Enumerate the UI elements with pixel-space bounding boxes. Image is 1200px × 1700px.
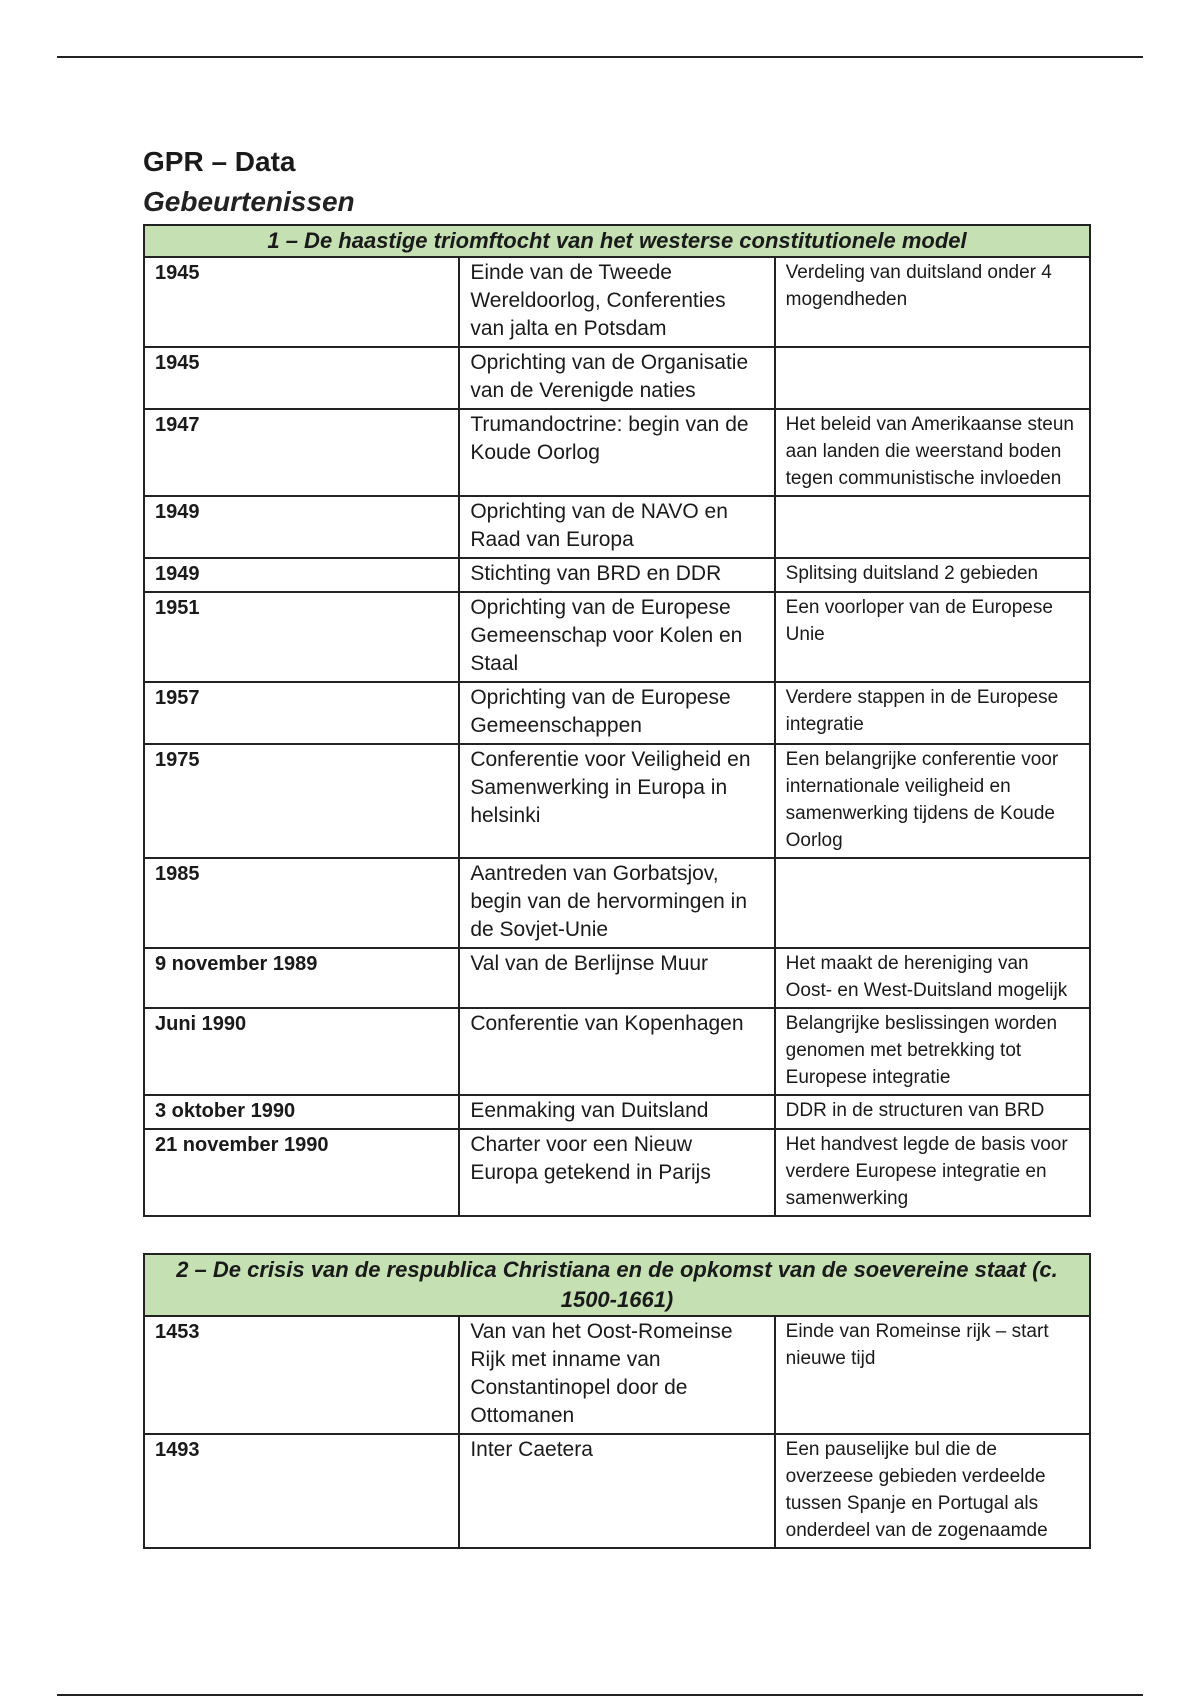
document-body	[143, 142, 1091, 1549]
event-note: Einde van Romeinse rijk – start nieuwe tijd	[775, 1316, 1090, 1434]
event-description: Oprichting van de Europese Gemeenschap voor Kolen en Staal	[459, 592, 774, 682]
table-row	[144, 1129, 1090, 1216]
event-description: Oprichting van de Organisatie van de Verenigde naties	[459, 347, 774, 409]
event-description: Einde van de Tweede Wereldoorlog, Conferenties van jalta en Potsdam	[459, 257, 774, 347]
footer-rule	[57, 1694, 1143, 1696]
event-description: Stichting van BRD en DDR	[459, 558, 774, 592]
table-row	[144, 1095, 1090, 1129]
event-description: Inter Caetera	[459, 1434, 774, 1548]
event-date: 1453	[144, 1316, 459, 1434]
section-heading: 1 – De haastige triomftocht van het westerse constitutionele model	[144, 225, 1090, 257]
event-note: Het maakt de hereniging van Oost- en West-Duitsland mogelijk	[775, 948, 1090, 1008]
event-note: Het handvest legde de basis voor verdere Europese integratie en samenwerking	[775, 1129, 1090, 1216]
event-note	[775, 347, 1090, 409]
event-date: 1957	[144, 682, 459, 744]
page-title: GPR – Data	[143, 146, 296, 177]
event-note: Verdere stappen in de Europese integratie	[775, 682, 1090, 744]
table-row	[144, 948, 1090, 1008]
event-date: 21 november 1990	[144, 1129, 459, 1216]
table-row	[144, 592, 1090, 682]
event-note: Een voorloper van de Europese Unie	[775, 592, 1090, 682]
table-row	[144, 1008, 1090, 1095]
table-row	[144, 257, 1090, 347]
event-date: 1951	[144, 592, 459, 682]
event-description: Charter voor een Nieuw Europa getekend in Parijs	[459, 1129, 774, 1216]
event-description: Aantreden van Gorbatsjov, begin van de hervormingen in de Sovjet-Unie	[459, 858, 774, 948]
event-note: Verdeling van duitsland onder 4 mogendheden	[775, 257, 1090, 347]
section-header-row	[144, 225, 1090, 257]
table-row	[144, 347, 1090, 409]
event-description: Van van het Oost-Romeinse Rijk met inname van Constantinopel door de Ottomanen	[459, 1316, 774, 1434]
event-description: Eenmaking van Duitsland	[459, 1095, 774, 1129]
event-date: 1945	[144, 347, 459, 409]
event-note: Het beleid van Amerikaanse steun aan landen die weerstand boden tegen communistische invloeden	[775, 409, 1090, 496]
table-row	[144, 558, 1090, 592]
event-date: 1945	[144, 257, 459, 347]
event-description: Conferentie van Kopenhagen	[459, 1008, 774, 1095]
event-note: Een belangrijke conferentie voor internationale veiligheid en samenwerking tijdens de Koude Oorlog	[775, 744, 1090, 858]
table-row	[144, 496, 1090, 558]
event-date: 1949	[144, 496, 459, 558]
header-rule	[57, 56, 1143, 58]
section-heading: 2 – De crisis van de respublica Christiana en de opkomst van de soevereine staat (c. 1500-1661)	[144, 1254, 1090, 1316]
event-date: Juni 1990	[144, 1008, 459, 1095]
event-description: Oprichting van de Europese Gemeenschappen	[459, 682, 774, 744]
section-header-row	[144, 1254, 1090, 1316]
event-date: 9 november 1989	[144, 948, 459, 1008]
event-note: DDR in de structuren van BRD	[775, 1095, 1090, 1129]
event-description: Oprichting van de NAVO en Raad van Europa	[459, 496, 774, 558]
table-row	[144, 858, 1090, 948]
event-note: Belangrijke beslissingen worden genomen met betrekking tot Europese integratie	[775, 1008, 1090, 1095]
event-date: 1947	[144, 409, 459, 496]
table-row	[144, 1434, 1090, 1548]
events-table-section-2	[143, 1253, 1091, 1549]
table-row	[144, 409, 1090, 496]
table-row	[144, 744, 1090, 858]
event-description: Trumandoctrine: begin van de Koude Oorlog	[459, 409, 774, 496]
event-date: 1949	[144, 558, 459, 592]
events-table-section-1	[143, 224, 1091, 1217]
section-spacer	[143, 1217, 1091, 1253]
table-row	[144, 682, 1090, 744]
event-description: Conferentie voor Veiligheid en Samenwerking in Europa in helsinki	[459, 744, 774, 858]
event-description: Val van de Berlijnse Muur	[459, 948, 774, 1008]
event-note	[775, 496, 1090, 558]
event-date: 1975	[144, 744, 459, 858]
table-row	[144, 1316, 1090, 1434]
event-date: 1985	[144, 858, 459, 948]
event-note: Een pauselijke bul die de overzeese gebieden verdeelde tussen Spanje en Portugal als onderdeel van de zogenaamde	[775, 1434, 1090, 1548]
event-date: 1493	[144, 1434, 459, 1548]
event-note	[775, 858, 1090, 948]
event-note: Splitsing duitsland 2 gebieden	[775, 558, 1090, 592]
event-date: 3 oktober 1990	[144, 1095, 459, 1129]
page-subtitle: Gebeurtenissen	[143, 186, 355, 217]
